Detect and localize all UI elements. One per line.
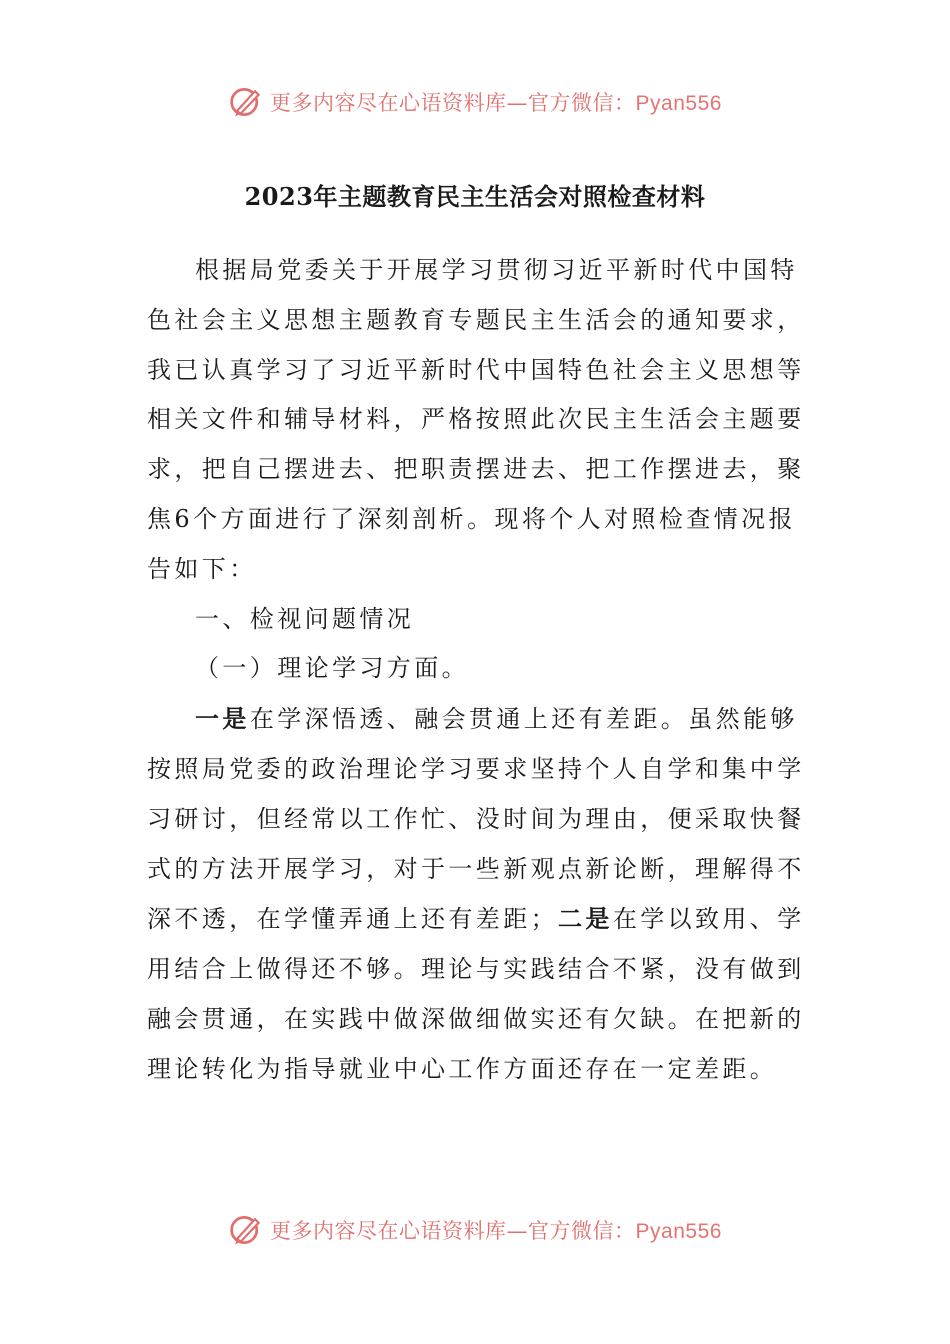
document-body	[147, 246, 807, 1095]
point-2-text: 在学以致用、学用结合上做得还不够。理论与实践结合不紧，没有做到融会贯通，在实践中做深做细做实还有欠缺。在把新的理论转化为指导就业中心工作方面还存在一定差距。	[147, 905, 805, 1083]
watermark-handle: Pyan556	[635, 92, 722, 115]
pen-logo-icon	[228, 84, 264, 120]
section-heading: 一、检视问题情况	[195, 604, 415, 633]
point-1-text: 在学深悟透、融会贯通上还有差距。虽然能够按照局党委的政治理论学习要求坚持个人自学和集中学习研讨，但经常以工作忙、没时间为理由，便采取快餐式的方法开展学习，对于一些新观点新论断，理解得不深不透，在学懂弄通上还有差距；	[147, 705, 805, 934]
point-1-lead: 一是	[195, 704, 250, 734]
intro-paragraph: 根据局党委关于开展学习贯彻习近平新时代中国特色社会主义思想主题教育专题民主生活会的通知要求，我已认真学习了习近平新时代中国特色社会主义思想等相关文件和辅导材料，严格按照此次民主生活会主题要求，把自己摆进去、把职责摆进去、把工作摆进去，聚焦6个方面进行了深刻剖析。现将个人对照检查情况报告如下：	[147, 256, 805, 583]
points-paragraph	[147, 694, 807, 1094]
watermark-text: 更多内容尽在心语资料库—官方微信：Pyan556	[270, 1219, 722, 1243]
subsection-heading: （一）理论学习方面。	[195, 654, 469, 683]
pen-logo-icon	[228, 1212, 264, 1248]
watermark-footer	[0, 1210, 950, 1250]
document-title: 2023年主题教育民主生活会对照检查材料	[244, 182, 706, 211]
watermark-text: 更多内容尽在心语资料库—官方微信：Pyan556	[270, 91, 722, 115]
watermark-handle: Pyan556	[635, 1220, 722, 1243]
watermark-header	[0, 82, 950, 122]
point-2-lead: 二是	[558, 904, 613, 934]
